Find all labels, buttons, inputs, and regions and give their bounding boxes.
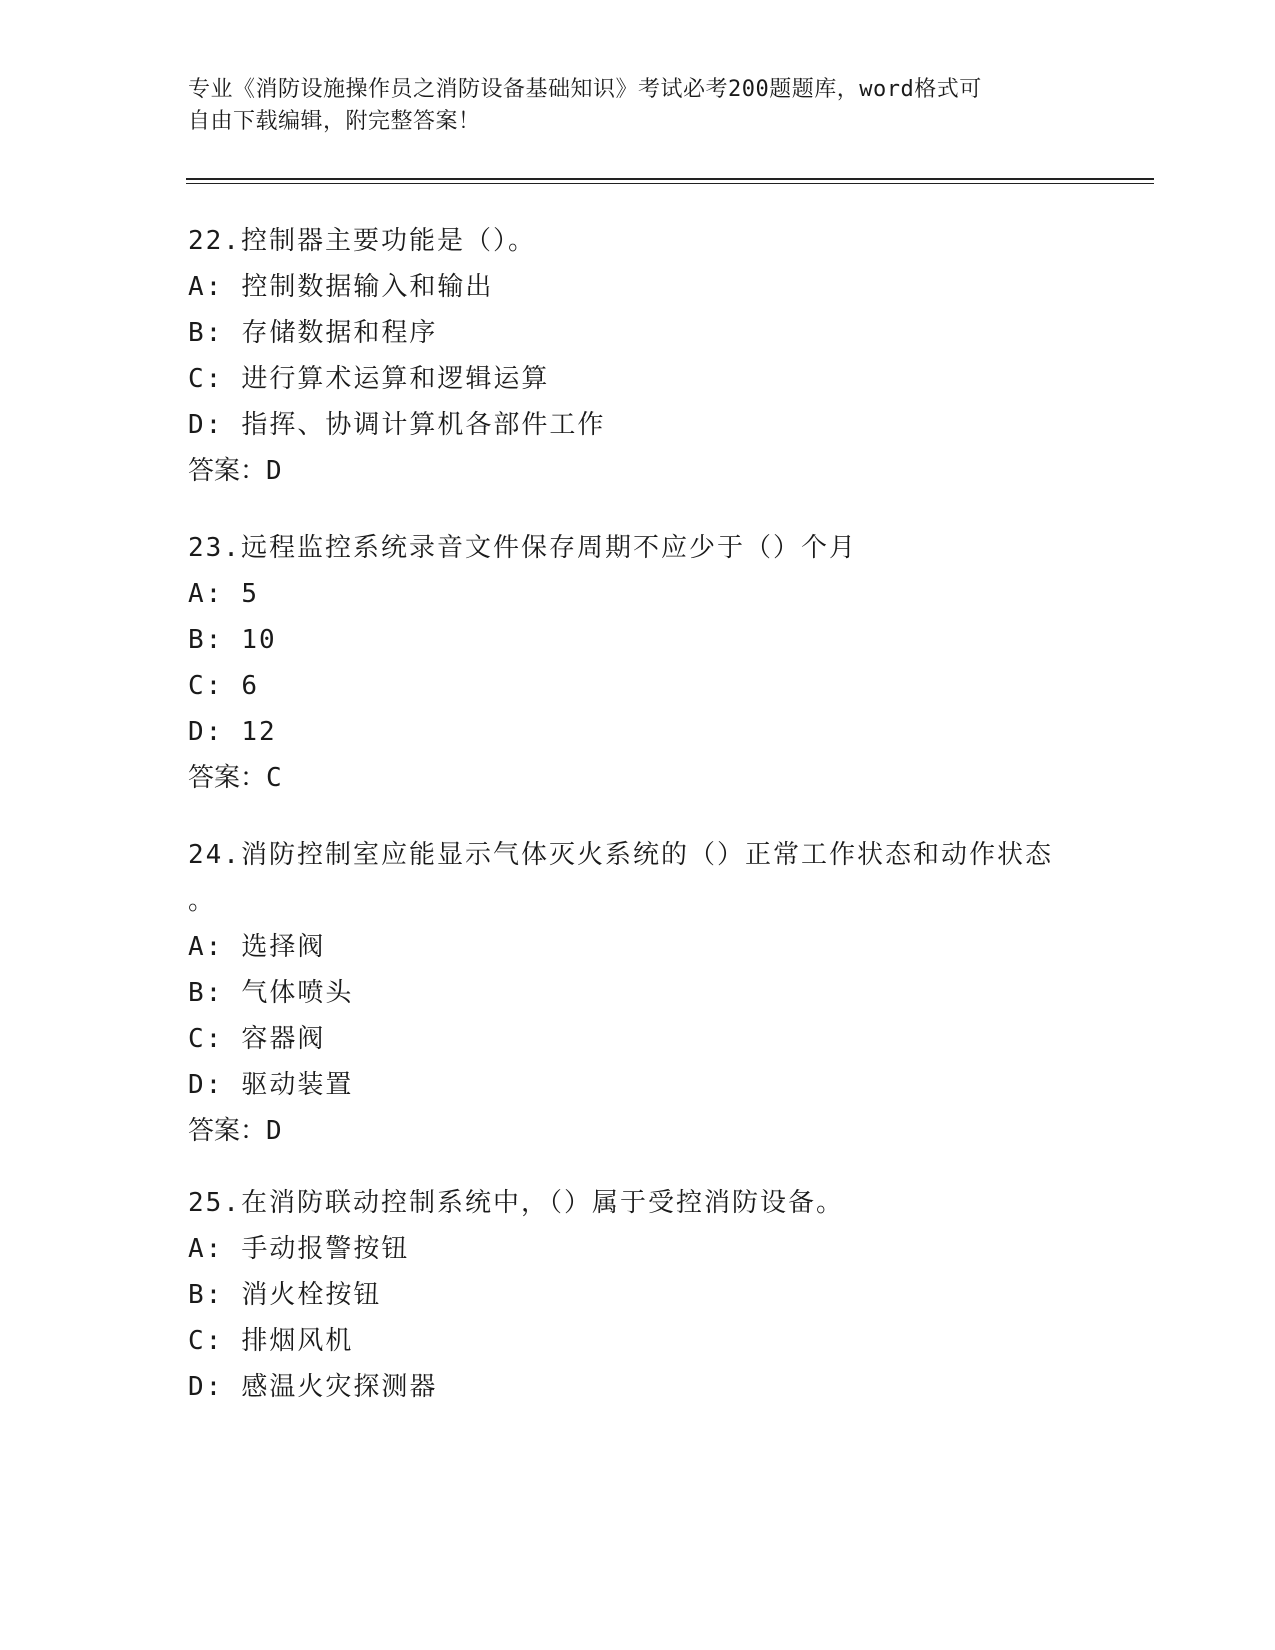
question-text <box>188 533 1088 579</box>
question-stem: 消防控制室应能显示气体灭火系统的（）正常工作状态和动作状态 <box>240 840 1053 870</box>
answer-line <box>188 456 1088 502</box>
option-letter: D: <box>188 410 224 440</box>
answer-value: C <box>266 763 282 793</box>
answer-value: D <box>266 456 282 486</box>
question-text <box>188 840 1088 886</box>
option-c <box>188 671 1088 717</box>
option-letter: D: <box>188 717 224 747</box>
option-d <box>188 1070 1088 1116</box>
option-letter: C: <box>188 671 224 701</box>
option-letter: D: <box>188 1070 224 1100</box>
option-d <box>188 1372 1088 1418</box>
option-text: 指挥、协调计算机各部件工作 <box>241 410 606 440</box>
answer-line <box>188 1116 1088 1162</box>
option-text: 排烟风机 <box>241 1326 354 1356</box>
answer-label: 答案： <box>188 1116 267 1146</box>
header-divider-thin <box>186 183 1154 184</box>
option-b <box>188 978 1088 1024</box>
option-text: 气体喷头 <box>241 978 354 1008</box>
question-22 <box>188 226 1088 502</box>
option-letter: C: <box>188 1024 224 1054</box>
option-text: 5 <box>241 579 259 609</box>
question-stem: 控制器主要功能是（）。 <box>240 226 536 256</box>
option-c <box>188 1024 1088 1070</box>
question-number: 23. <box>188 533 241 563</box>
option-b <box>188 318 1088 364</box>
option-text: 10 <box>241 625 277 655</box>
question-text-continuation: 。 <box>188 886 217 916</box>
option-text: 手动报警按钮 <box>241 1234 410 1264</box>
header-line-2: 自由下载编辑，附完整答案！ <box>188 109 481 134</box>
option-b <box>188 1280 1088 1326</box>
option-text: 感温火灾探测器 <box>241 1372 438 1402</box>
header-line-1: 专业《消防设施操作员之消防设备基础知识》考试必考200题题库，word格式可 <box>188 77 982 102</box>
option-letter: A: <box>188 1234 224 1264</box>
document-header <box>188 74 1068 138</box>
option-c <box>188 1326 1088 1372</box>
answer-line <box>188 763 1088 809</box>
question-24 <box>188 840 1088 1162</box>
answer-label: 答案： <box>188 456 267 486</box>
question-stem: 在消防联动控制系统中，（）属于受控消防设备。 <box>240 1188 844 1218</box>
option-letter: A: <box>188 272 224 302</box>
option-text: 控制数据输入和输出 <box>241 272 494 302</box>
option-a <box>188 932 1088 978</box>
option-text: 容器阀 <box>241 1024 326 1054</box>
option-d <box>188 410 1088 456</box>
option-b <box>188 625 1088 671</box>
question-number: 24. <box>188 840 241 870</box>
option-a <box>188 272 1088 318</box>
option-text: 消火栓按钮 <box>241 1280 382 1310</box>
option-letter: B: <box>188 978 224 1008</box>
question-stem: 远程监控系统录音文件保存周期不应少于（）个月 <box>240 533 857 563</box>
option-text: 驱动装置 <box>241 1070 354 1100</box>
question-23 <box>188 533 1088 809</box>
option-letter: B: <box>188 625 224 655</box>
option-text: 进行算术运算和逻辑运算 <box>241 364 550 394</box>
option-text: 6 <box>241 671 259 701</box>
option-text: 存储数据和程序 <box>241 318 438 348</box>
question-25 <box>188 1188 1088 1418</box>
option-letter: A: <box>188 579 224 609</box>
option-letter: B: <box>188 318 224 348</box>
header-divider <box>186 178 1154 180</box>
option-letter: A: <box>188 932 224 962</box>
answer-label: 答案： <box>188 763 267 793</box>
option-text: 选择阀 <box>241 932 326 962</box>
answer-value: D <box>266 1116 282 1146</box>
option-a <box>188 1234 1088 1280</box>
option-letter: C: <box>188 364 224 394</box>
question-text <box>188 1188 1088 1234</box>
option-a <box>188 579 1088 625</box>
question-number: 22. <box>188 226 241 256</box>
option-c <box>188 364 1088 410</box>
option-letter: D: <box>188 1372 224 1402</box>
option-letter: B: <box>188 1280 224 1310</box>
option-text: 12 <box>241 717 277 747</box>
question-number: 25. <box>188 1188 241 1218</box>
question-text <box>188 226 1088 272</box>
option-letter: C: <box>188 1326 224 1356</box>
option-d <box>188 717 1088 763</box>
